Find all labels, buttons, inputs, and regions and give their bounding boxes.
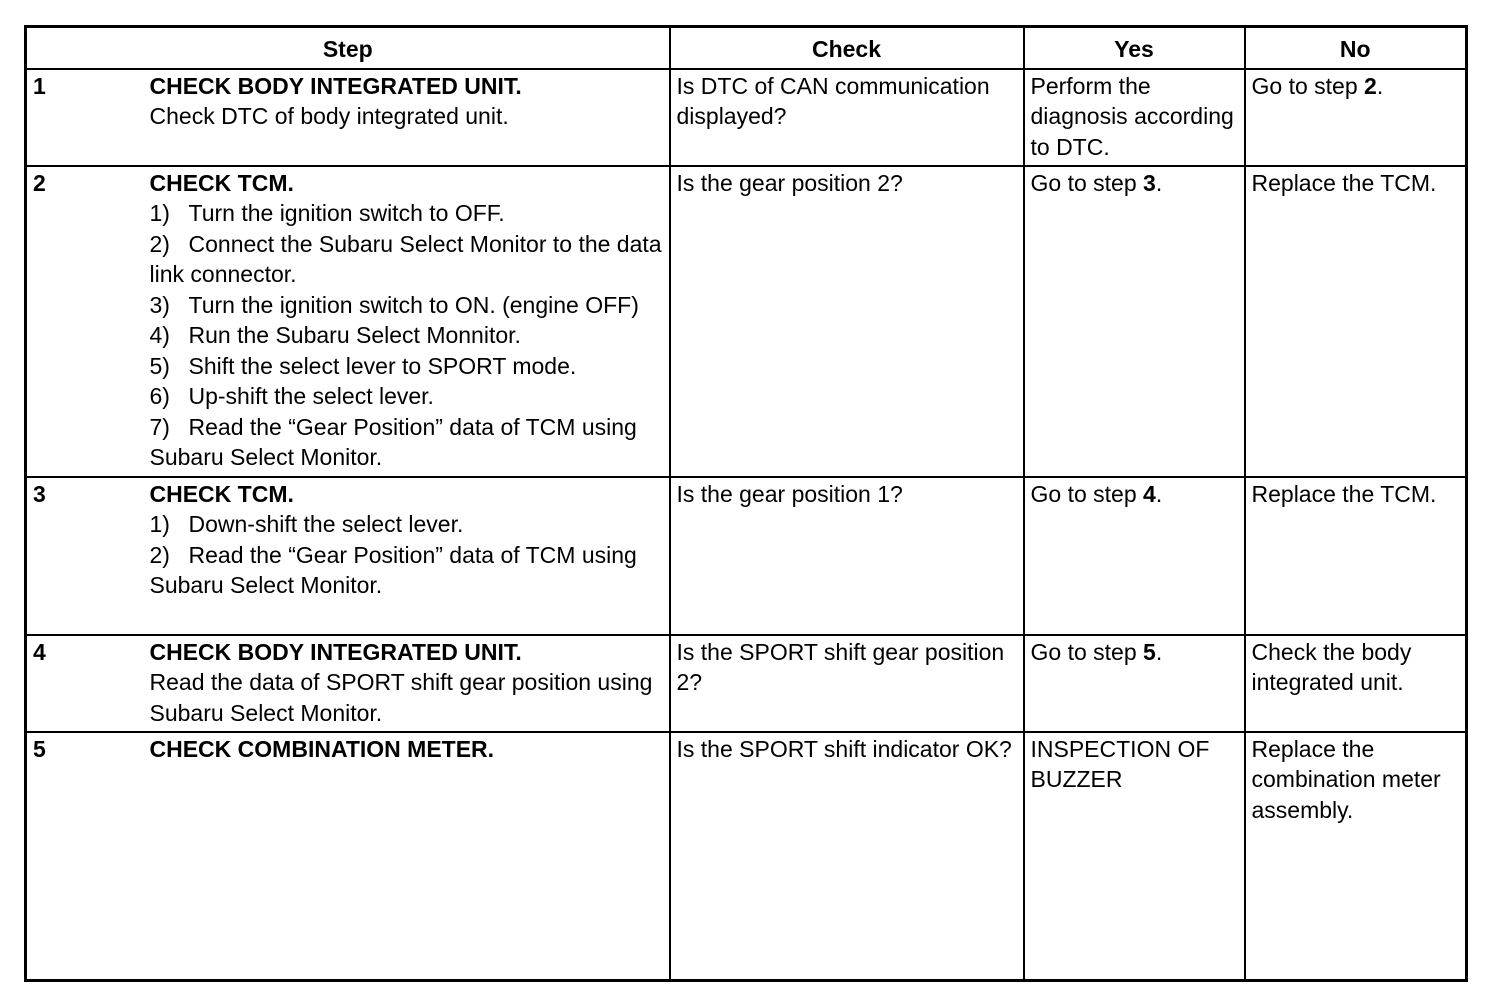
yes-step-ref: 4 [1143, 480, 1156, 507]
no-cell: Replace the TCM. [1245, 166, 1467, 477]
substep-text: Turn the ignition switch to ON. (engine OFF) [188, 291, 639, 318]
header-no: No [1245, 27, 1467, 69]
yes-end: . [1155, 169, 1163, 196]
yes-cell [1024, 166, 1245, 477]
yes-cell: INSPECTION OF BUZZER [1024, 732, 1245, 981]
step-number: 1 [26, 69, 150, 166]
no-cell: Replace the combination meter assembly. [1245, 732, 1467, 981]
yes-cell [1024, 635, 1245, 732]
substep-text: Read the “Gear Position” data of TCM using Subaru Select Monitor. [149, 541, 637, 598]
substep [150, 351, 665, 382]
substep-index: 2) [149, 230, 170, 257]
step-cell [150, 166, 670, 477]
header-yes: Yes [1024, 27, 1245, 69]
check-cell: Is DTC of CAN communication displayed? [670, 69, 1024, 166]
header-step: Step [26, 27, 670, 69]
substep [150, 509, 665, 540]
table-row [26, 69, 1467, 166]
substep-index: 3) [149, 291, 170, 318]
yes-cell: Perform the diagnosis according to DTC. [1024, 69, 1245, 166]
table-row [26, 732, 1467, 981]
step-title: CHECK COMBINATION METER. [149, 735, 495, 762]
step-number: 5 [26, 732, 150, 981]
table-row [26, 477, 1467, 635]
substep [150, 198, 665, 229]
substep [150, 290, 665, 321]
substep-text: Up-shift the select lever. [188, 383, 434, 409]
substep-index: 5) [149, 352, 170, 379]
check-cell: Is the gear position 1? [670, 477, 1024, 635]
yes-step-ref: 5 [1143, 638, 1156, 665]
header-check: Check [670, 27, 1024, 69]
step-number: 4 [26, 635, 150, 732]
substep-text: Run the Subaru Select Monnitor. [188, 322, 521, 348]
yes-end: . [1155, 638, 1163, 665]
substep [150, 540, 665, 601]
check-cell: Is the SPORT shift gear position 2? [670, 635, 1024, 732]
step-cell [150, 732, 670, 981]
step-title: CHECK BODY INTEGRATED UNIT. [149, 638, 522, 665]
yes-text: Go to step [1030, 480, 1144, 507]
substep-index: 7) [149, 413, 170, 440]
substep-index: 6) [149, 383, 170, 409]
step-title: CHECK TCM. [149, 169, 294, 196]
step-number: 2 [26, 166, 150, 477]
no-cell [1245, 69, 1467, 166]
substep [150, 229, 665, 290]
header-row [26, 27, 1467, 69]
substep [150, 412, 665, 473]
substep-text: Shift the select lever to SPORT mode. [188, 352, 577, 379]
substep-text: Connect the Subaru Select Monitor to the data link connector. [149, 230, 662, 287]
check-cell: Is the SPORT shift indicator OK? [670, 732, 1024, 981]
step-description: Read the data of SPORT shift gear position using Subaru Select Monitor. [149, 669, 653, 726]
substep-index: 4) [149, 322, 170, 348]
diagnostic-table [24, 25, 1468, 982]
substep [150, 320, 665, 351]
table-row [26, 635, 1467, 732]
no-text: Go to step [1251, 72, 1365, 99]
substep-text: Read the “Gear Position” data of TCM using Subaru Select Monitor. [149, 413, 637, 470]
substep-text: Down-shift the select lever. [188, 511, 464, 537]
step-cell [150, 635, 670, 732]
no-cell: Replace the TCM. [1245, 477, 1467, 635]
yes-cell [1024, 477, 1245, 635]
substep-index: 2) [149, 541, 170, 568]
no-end: . [1376, 72, 1384, 99]
step-cell [150, 477, 670, 635]
table-row [26, 166, 1467, 477]
substep-text: Turn the ignition switch to OFF. [188, 200, 505, 226]
yes-text: Go to step [1030, 169, 1144, 196]
no-step-ref: 2 [1364, 72, 1377, 99]
no-cell: Check the body integrated unit. [1245, 635, 1467, 732]
step-number: 3 [26, 477, 150, 635]
step-title: CHECK TCM. [149, 480, 294, 507]
yes-step-ref: 3 [1143, 169, 1156, 196]
step-title: CHECK BODY INTEGRATED UNIT. [149, 72, 522, 99]
check-cell: Is the gear position 2? [670, 166, 1024, 477]
step-cell [150, 69, 670, 166]
yes-text: Go to step [1030, 638, 1144, 665]
step-description: Check DTC of body integrated unit. [149, 103, 509, 129]
substep [150, 381, 665, 412]
substep-index: 1) [149, 200, 170, 226]
yes-end: . [1155, 480, 1163, 507]
substep-index: 1) [149, 511, 170, 537]
